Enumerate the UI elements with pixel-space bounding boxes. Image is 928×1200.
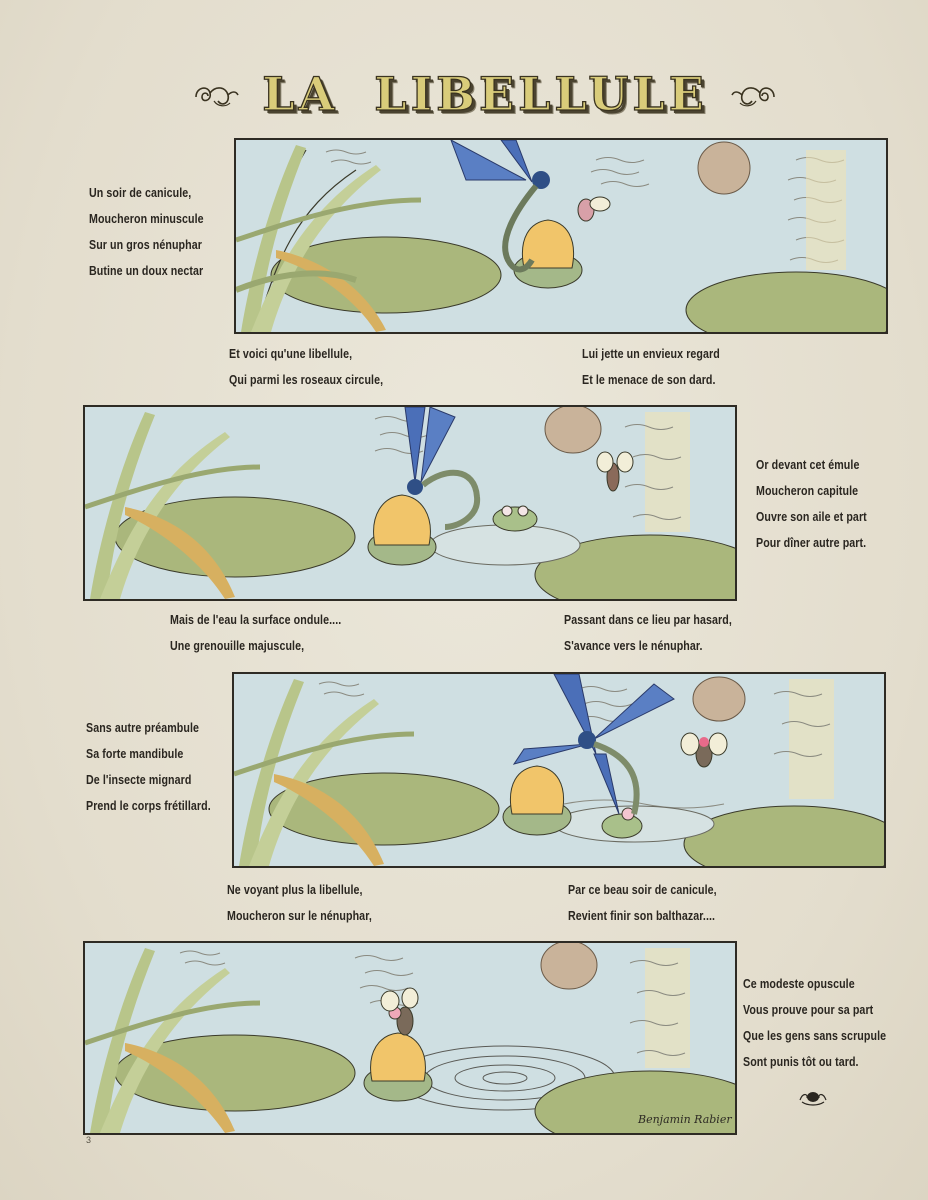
verse-line: Prend le corps frétillard. <box>86 798 211 813</box>
panel-1-art <box>236 140 886 332</box>
stanza-2 <box>229 341 383 393</box>
verse-line: Ce modeste opuscule <box>743 976 855 991</box>
stanza-5 <box>170 607 341 659</box>
verse-line: Sur un gros nénuphar <box>89 237 202 252</box>
verse-line: Par ce beau soir de canicule, <box>568 882 717 897</box>
flourish-left-icon <box>192 77 240 111</box>
stanza-7 <box>86 715 211 819</box>
stanza-1 <box>89 180 204 284</box>
verse-line: Mais de l'eau la surface ondule.... <box>170 612 342 627</box>
verse-line: Moucheron capitule <box>756 483 859 498</box>
verse-line: Moucheron sur le nénuphar, <box>227 908 372 923</box>
verse-line: Passant dans ce lieu par hasard, <box>564 612 732 627</box>
stanza-10 <box>743 971 886 1075</box>
stanza-6 <box>564 607 732 659</box>
verse-line: Lui jette un envieux regard <box>582 346 720 361</box>
flourish-right-icon <box>730 77 778 111</box>
verse-line: Ouvre son aile et part <box>756 509 867 524</box>
artist-signature: Benjamin Rabier <box>638 1113 732 1126</box>
verse-line: De l'insecte mignard <box>86 772 192 787</box>
verse-line: Un soir de canicule, <box>89 185 192 200</box>
verse-line: Que les gens sans scrupule <box>743 1028 887 1043</box>
panel-4-art <box>85 943 735 1133</box>
verse-line: Une grenouille majuscule, <box>170 638 305 653</box>
stanza-8 <box>227 877 372 929</box>
verse-line: Pour dîner autre part. <box>756 535 867 550</box>
title-banner <box>140 66 830 122</box>
title-word-1: LA <box>262 67 339 121</box>
illustration-panel-1 <box>234 138 888 334</box>
page-title <box>262 67 708 121</box>
verse-line: Sans autre préambule <box>86 720 200 735</box>
verse-line: Et le menace de son dard. <box>582 372 716 387</box>
page-number: 3 <box>86 1135 92 1145</box>
ornament-icon <box>798 1088 828 1106</box>
verse-line: Et voici qu'une libellule, <box>229 346 353 361</box>
verse-line: S'avance vers le nénuphar. <box>564 638 703 653</box>
verse-line: Qui parmi les roseaux circule, <box>229 372 384 387</box>
verse-line: Sa forte mandibule <box>86 746 184 761</box>
verse-line: Moucheron minuscule <box>89 211 204 226</box>
verse-line: Ne voyant plus la libellule, <box>227 882 363 897</box>
verse-line: Sont punis tôt ou tard. <box>743 1054 859 1069</box>
verse-line: Revient finir son balthazar.... <box>568 908 716 923</box>
title-word-2: LIBELLULE <box>374 67 708 121</box>
illustration-panel-4 <box>83 941 737 1135</box>
verse-line: Vous prouve pour sa part <box>743 1002 874 1017</box>
illustration-panel-2 <box>83 405 737 601</box>
stanza-3 <box>582 341 720 393</box>
verse-line: Butine un doux nectar <box>89 263 204 278</box>
stanza-4 <box>756 452 867 556</box>
stanza-9 <box>568 877 717 929</box>
verse-line: Or devant cet émule <box>756 457 860 472</box>
panel-3-art <box>234 674 884 866</box>
panel-2-art <box>85 407 735 599</box>
illustration-panel-3 <box>232 672 886 868</box>
